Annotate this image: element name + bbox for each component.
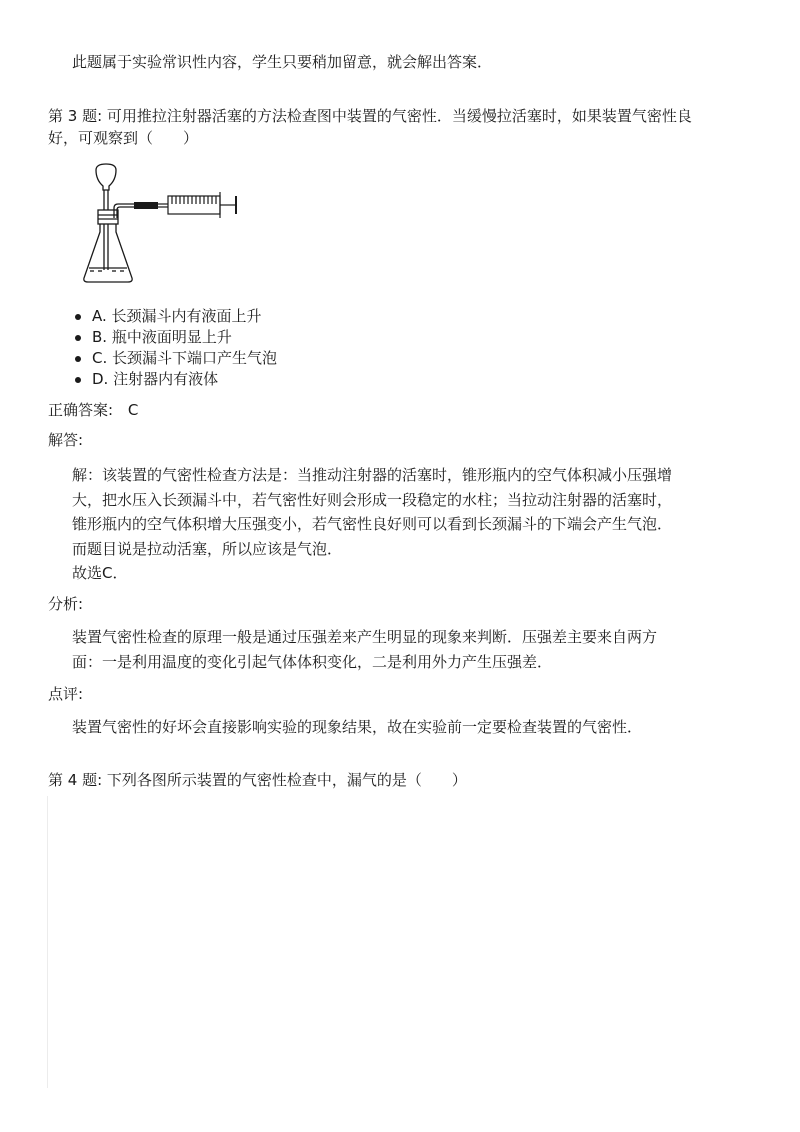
rubber-connector — [134, 202, 158, 209]
q3-question-line2: 好，可观察到（ ） — [48, 129, 199, 147]
analysis-body — [72, 625, 732, 674]
comment-label: 点评: — [48, 685, 84, 703]
q4-figure-area — [47, 796, 48, 1088]
analysis-line: 面：一是利用温度的变化引起气体体积变化，二是利用外力产生压强差． — [72, 652, 553, 671]
solution-label: 解答: — [48, 431, 84, 449]
solution-line: 解：该装置的气密性检查方法是：当推动注射器的活塞时，锥形瓶内的空气体积减小压强增 — [72, 466, 673, 484]
q3-options — [56, 306, 277, 390]
q4-question: 第 4 题: 下列各图所示装置的气密性检查中，漏气的是（ ） — [48, 771, 467, 789]
option-d[interactable]: D. 注射器内有液体 — [56, 369, 277, 390]
solution-line: 而题目说是拉动活塞，所以应该是气泡． — [72, 539, 343, 558]
apparatus-diagram — [76, 162, 248, 290]
solution-line: 大，把水压入长颈漏斗中，若气密性好则会形成一段稳定的水柱；当拉动注射器的活塞时， — [72, 490, 673, 509]
stopper — [98, 210, 118, 224]
funnel-bulb — [96, 164, 116, 190]
option-b[interactable]: B. 瓶中液面明显上升 — [56, 327, 277, 348]
analysis-line: 装置气密性检查的原理一般是通过压强差来产生明显的现象来判断．压强差主要来自两方 — [72, 628, 658, 646]
solution-line: 锥形瓶内的空气体积增大压强变小，若气密性良好则可以看到长颈漏斗的下端会产生气泡． — [72, 515, 673, 533]
option-a[interactable]: A. 长颈漏斗内有液面上升 — [56, 306, 277, 327]
solution-line: 故选C． — [72, 564, 128, 582]
solution-body — [72, 463, 732, 586]
answer-label: 正确答案: — [48, 401, 114, 419]
analysis-label: 分析: — [48, 595, 84, 613]
option-c[interactable]: C. 长颈漏斗下端口产生气泡 — [56, 348, 277, 369]
prev-explanation: 此题属于实验常识性内容，学生只要稍加留意，就会解出答案． — [72, 53, 493, 71]
answer-row — [48, 398, 138, 422]
q3-question-line1: 第 3 题: 可用推拉注射器活塞的方法检查图中装置的气密性．当缓慢拉活塞时，如果装置气密性良 — [48, 107, 692, 125]
comment-body: 装置气密性的好坏会直接影响实验的现象结果，故在实验前一定要检查装置的气密性． — [72, 718, 643, 736]
answer-value: C — [127, 401, 139, 419]
